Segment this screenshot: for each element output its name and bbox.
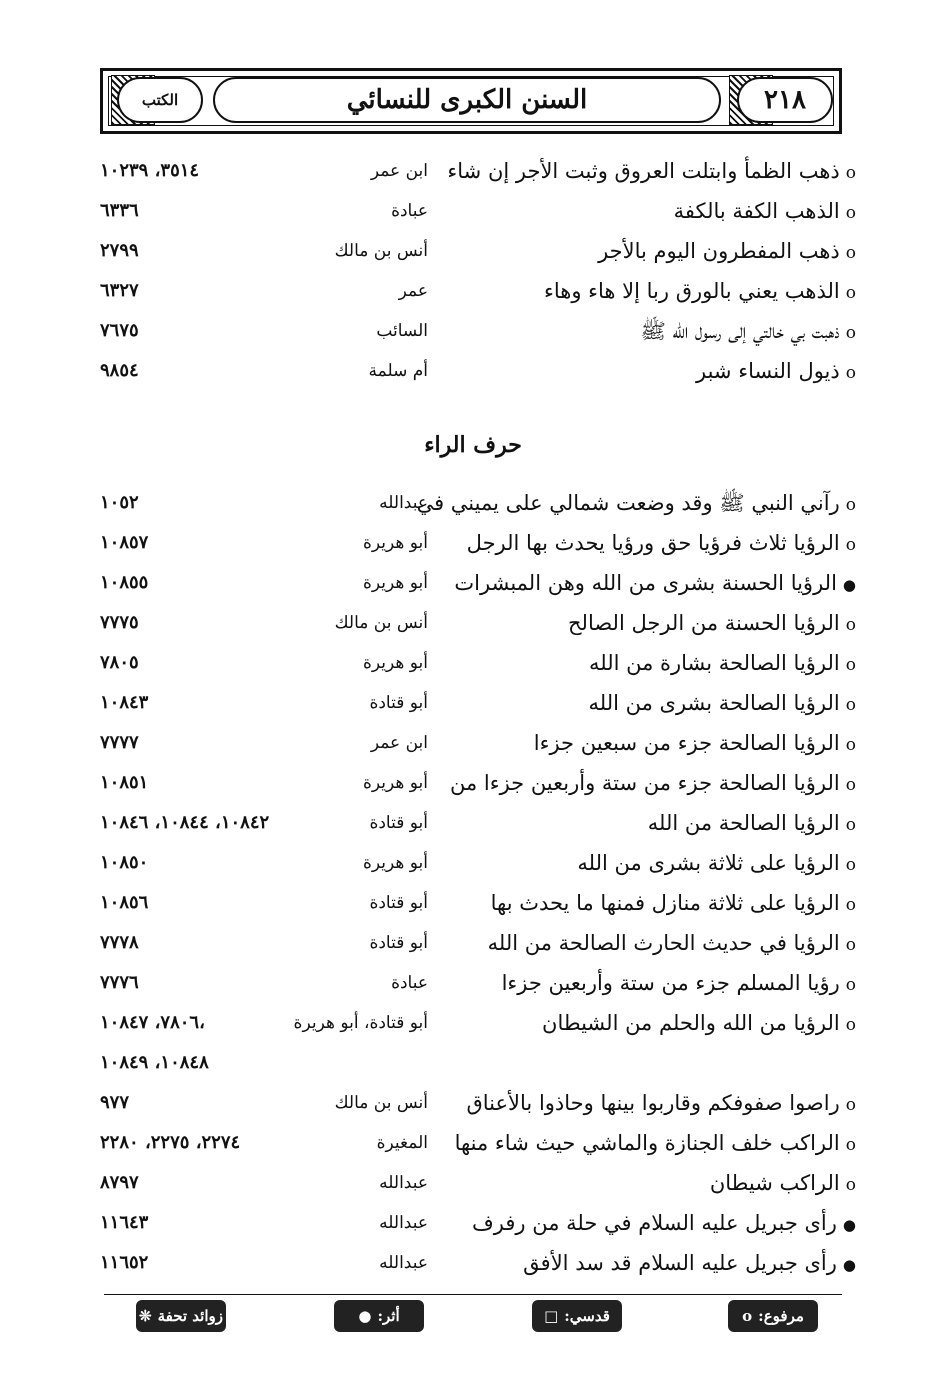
legend-symbol: ● xyxy=(358,1307,372,1325)
entry-marker: o xyxy=(845,283,856,303)
legend-label: زوائد تحفة xyxy=(157,1307,223,1325)
hadith-numbers: ٧٧٧٥ xyxy=(100,612,139,633)
entry-text: الرؤيا الصالحة جزء من سبعين جزءا xyxy=(533,731,840,755)
index-entry xyxy=(0,1003,946,1043)
narrator: أبو هريرة xyxy=(362,853,428,873)
hadith-numbers: ٦٣٣٦ xyxy=(100,200,139,221)
entry-marker: o xyxy=(845,815,856,835)
hadith-incipit xyxy=(456,963,856,1005)
narrator: عبدالله xyxy=(379,1253,428,1273)
hadith-numbers: ٨٧٩٧ xyxy=(100,1172,139,1193)
hadith-incipit xyxy=(456,923,856,965)
index-entry xyxy=(0,723,946,763)
hadith-incipit xyxy=(416,483,856,525)
legend-symbol: o xyxy=(742,1307,753,1325)
hadith-numbers: ١٠٨٤٨، ١٠٨٤٩ xyxy=(100,1052,209,1073)
narrator: أبو قتادة xyxy=(369,933,428,953)
index-entry xyxy=(0,523,946,563)
book-title: السنن الكبرى للنسائي xyxy=(346,85,588,115)
hadith-numbers: ٧٦٧٥ xyxy=(100,320,139,341)
page-header xyxy=(100,68,842,134)
hadith-numbers: ٧٨٠٦، ١٠٨٤٧، xyxy=(100,1012,205,1033)
narrator: أم سلمة xyxy=(368,361,428,381)
hadith-incipit xyxy=(456,231,856,273)
entry-text: الذهب الكفة بالكفة xyxy=(673,199,840,223)
index-entry xyxy=(0,151,946,191)
narrator: ابن عمر xyxy=(370,733,428,753)
entry-marker: o xyxy=(845,363,856,383)
book-title-cartouche xyxy=(213,77,721,123)
narrator: عبادة xyxy=(391,973,428,993)
hadith-incipit xyxy=(456,1083,856,1125)
entry-marker: o xyxy=(845,615,856,635)
hadith-incipit xyxy=(456,1243,856,1285)
index-entry xyxy=(0,1083,946,1123)
narrator: أبو هريرة xyxy=(362,773,428,793)
entry-text: راصوا صفوفكم وقاربوا بينها وحاذوا بالأعناق xyxy=(466,1091,840,1115)
hadith-numbers: ٧٧٧٧ xyxy=(100,732,139,753)
hadith-incipit xyxy=(456,843,856,885)
entry-text: الرؤيا من الله والحلم من الشيطان xyxy=(542,1011,840,1035)
index-entry xyxy=(0,191,946,231)
narrator: أبو قتادة xyxy=(369,693,428,713)
hadith-incipit xyxy=(456,563,856,605)
narrator: عبدالله xyxy=(379,1173,428,1193)
entry-marker: o xyxy=(845,975,856,995)
hadith-incipit xyxy=(456,883,856,925)
index-entry xyxy=(0,1203,946,1243)
narrator: أبو هريرة xyxy=(362,573,428,593)
index-entry xyxy=(0,351,946,391)
hadith-numbers: ١٠٥٢ xyxy=(100,492,139,513)
hadith-numbers: ١١٦٤٣ xyxy=(100,1212,149,1233)
entry-text: الرؤيا الحسنة بشرى من الله وهن المبشرات xyxy=(454,571,837,595)
entry-text: الرؤيا على ثلاثة منازل فمنها ما يحدث بها xyxy=(490,891,840,915)
index-entry xyxy=(0,1123,946,1163)
hadith-numbers: ١٠٨٤٢، ١٠٨٤٤، ١٠٨٤٦ xyxy=(100,812,270,833)
index-entry xyxy=(0,1043,946,1083)
hadith-numbers: ٧٧٧٨ xyxy=(100,932,139,953)
entry-text: الراكب خلف الجنازة والماشي حيث شاء منها xyxy=(454,1131,840,1155)
entry-marker: o xyxy=(845,163,856,183)
entry-marker: o xyxy=(845,855,856,875)
narrator: ابن عمر xyxy=(370,161,428,181)
index-entry xyxy=(0,603,946,643)
hadith-incipit xyxy=(456,723,856,765)
hadith-numbers: ٣٥١٤، ١٠٢٣٩ xyxy=(100,160,200,181)
hadith-incipit xyxy=(456,683,856,725)
index-entry xyxy=(0,563,946,603)
emblem-cartouche xyxy=(117,77,203,123)
narrator: عبدالله xyxy=(379,1213,428,1233)
index-entry xyxy=(0,683,946,723)
section-heading: حرف الراء xyxy=(424,432,522,458)
hadith-incipit xyxy=(456,803,856,845)
index-entry xyxy=(0,923,946,963)
entry-text: الرؤيا الصالحة بشرى من الله xyxy=(588,691,840,715)
entry-marker: ● xyxy=(842,1256,856,1274)
hadith-incipit xyxy=(456,523,856,565)
index-entry xyxy=(0,883,946,923)
index-entry xyxy=(0,271,946,311)
hadith-numbers: ١٠٨٥٧ xyxy=(100,532,149,553)
page-number: ٢١٨ xyxy=(764,85,806,115)
hadith-numbers: ٩٧٧ xyxy=(100,1092,130,1113)
entry-text: الرؤيا ثلاث فرؤيا حق ورؤيا يحدث بها الرجل xyxy=(466,531,840,555)
entry-marker: o xyxy=(845,1095,856,1115)
hadith-numbers: ٢٢٧٤، ٢٢٧٥، ٢٢٨٠ xyxy=(100,1132,241,1153)
index-entry xyxy=(0,311,946,351)
legend-label: قدسي: xyxy=(564,1307,610,1325)
hadith-incipit xyxy=(456,191,856,233)
legend-label: أثر: xyxy=(377,1307,400,1325)
footer-separator xyxy=(104,1294,842,1295)
legend-item xyxy=(532,1300,622,1332)
hadith-incipit xyxy=(447,151,856,193)
entry-marker: o xyxy=(845,1015,856,1035)
legend-item xyxy=(728,1300,818,1332)
index-entry xyxy=(0,963,946,1003)
index-entry xyxy=(0,1243,946,1283)
narrator: أبو قتادة xyxy=(369,893,428,913)
hadith-incipit xyxy=(456,1003,856,1045)
index-entry xyxy=(0,643,946,683)
entry-text: رؤيا المسلم جزء من ستة وأربعين جزءا xyxy=(501,971,840,995)
hadith-numbers: ١٠٨٥٠ xyxy=(100,852,149,873)
legend-item xyxy=(136,1300,226,1332)
entry-text: رأى جبريل عليه السلام قد سد الأفق xyxy=(523,1251,837,1275)
hadith-incipit xyxy=(456,1203,856,1245)
entry-marker: o xyxy=(845,1175,856,1195)
hadith-incipit xyxy=(456,271,856,313)
entry-marker: o xyxy=(845,655,856,675)
index-entry xyxy=(0,803,946,843)
hadith-numbers: ١٠٨٤٣ xyxy=(100,692,149,713)
entry-text: ذهب المفطرون اليوم بالأجر xyxy=(598,239,840,263)
hadith-incipit xyxy=(456,1163,856,1205)
entry-text: رأى جبريل عليه السلام في حلة من رفرف xyxy=(472,1211,837,1235)
entry-text: رآني النبي ﷺ وقد وضعت شمالي على يميني في xyxy=(416,491,840,515)
hadith-numbers: ١٠٨٥٥ xyxy=(100,572,149,593)
entry-text: الذهب يعني بالورق ربا إلا هاء وهاء xyxy=(543,279,840,303)
hadith-incipit xyxy=(456,351,856,393)
entry-text: ذهب الظمأ وابتلت العروق وثبت الأجر إن شاء xyxy=(447,159,840,183)
legend-symbol: ❊ xyxy=(139,1307,152,1325)
hadith-numbers: ١٠٨٥١ xyxy=(100,772,149,793)
hadith-incipit xyxy=(456,643,856,685)
hadith-numbers: ١٠٨٥٦ xyxy=(100,892,149,913)
legend-label: مرفوع: xyxy=(758,1307,804,1325)
entry-marker: o xyxy=(845,323,856,343)
legend-symbol: □ xyxy=(544,1307,559,1325)
entry-text: الرؤيا الصالحة من الله xyxy=(647,811,840,835)
narrator: أبو قتادة، أبو هريرة xyxy=(293,1013,428,1033)
narrator: أبو هريرة xyxy=(362,653,428,673)
entry-text: الرؤيا الحسنة من الرجل الصالح xyxy=(567,611,840,635)
page-number-cartouche xyxy=(737,77,833,123)
narrator: عبادة xyxy=(391,201,428,221)
entry-marker: ● xyxy=(842,1216,856,1234)
index-entry xyxy=(0,843,946,883)
entry-marker: o xyxy=(845,735,856,755)
narrator: السائب xyxy=(376,321,428,341)
entry-text: الرؤيا على ثلاثة بشرى من الله xyxy=(577,851,840,875)
hadith-incipit xyxy=(456,311,856,353)
index-entry xyxy=(0,763,946,803)
entry-marker: o xyxy=(845,775,856,795)
entry-marker: o xyxy=(845,895,856,915)
entry-text: ذيول النساء شبر xyxy=(696,359,840,383)
narrator: أنس بن مالك xyxy=(334,1093,428,1113)
entry-text: الرؤيا الصالحة بشارة من الله xyxy=(588,651,840,675)
hadith-numbers: ١١٦٥٢ xyxy=(100,1252,149,1273)
narrator: أنس بن مالك xyxy=(334,613,428,633)
entry-marker: o xyxy=(845,243,856,263)
narrator: عمر xyxy=(398,281,428,301)
hadith-incipit xyxy=(449,763,856,805)
entry-text: الرؤيا الصالحة جزء من ستة وأربعين جزءا من xyxy=(449,771,840,795)
entry-marker: o xyxy=(845,535,856,555)
hadith-numbers: ٩٨٥٤ xyxy=(100,360,139,381)
entry-text: الراكب شيطان xyxy=(709,1171,840,1195)
hadith-incipit xyxy=(456,1123,856,1165)
entry-marker: o xyxy=(845,495,856,515)
emblem-text: الكتب xyxy=(141,91,179,109)
entry-marker: o xyxy=(845,203,856,223)
index-entry xyxy=(0,231,946,271)
entry-marker: ● xyxy=(842,576,856,594)
narrator: أبو هريرة xyxy=(362,533,428,553)
index-entry xyxy=(0,483,946,523)
entry-marker: o xyxy=(845,935,856,955)
entry-marker: o xyxy=(845,695,856,715)
hadith-numbers: ٦٣٢٧ xyxy=(100,280,139,301)
entry-marker: o xyxy=(845,1135,856,1155)
entry-text: الرؤيا في حديث الحارث الصالحة من الله xyxy=(487,931,840,955)
narrator: أبو قتادة xyxy=(369,813,428,833)
narrator: أنس بن مالك xyxy=(334,241,428,261)
hadith-numbers: ٧٨٠٥ xyxy=(100,652,139,673)
legend-item xyxy=(334,1300,424,1332)
narrator: المغيرة xyxy=(376,1133,428,1153)
index-entry xyxy=(0,1163,946,1203)
narrator: عبدالله xyxy=(379,493,428,513)
hadith-numbers: ٧٧٧٦ xyxy=(100,972,139,993)
entry-text: ذهبت بي خالتي إلى رسول الله ﷺ xyxy=(640,319,840,343)
hadith-numbers: ٢٧٩٩ xyxy=(100,240,139,261)
hadith-incipit xyxy=(456,603,856,645)
